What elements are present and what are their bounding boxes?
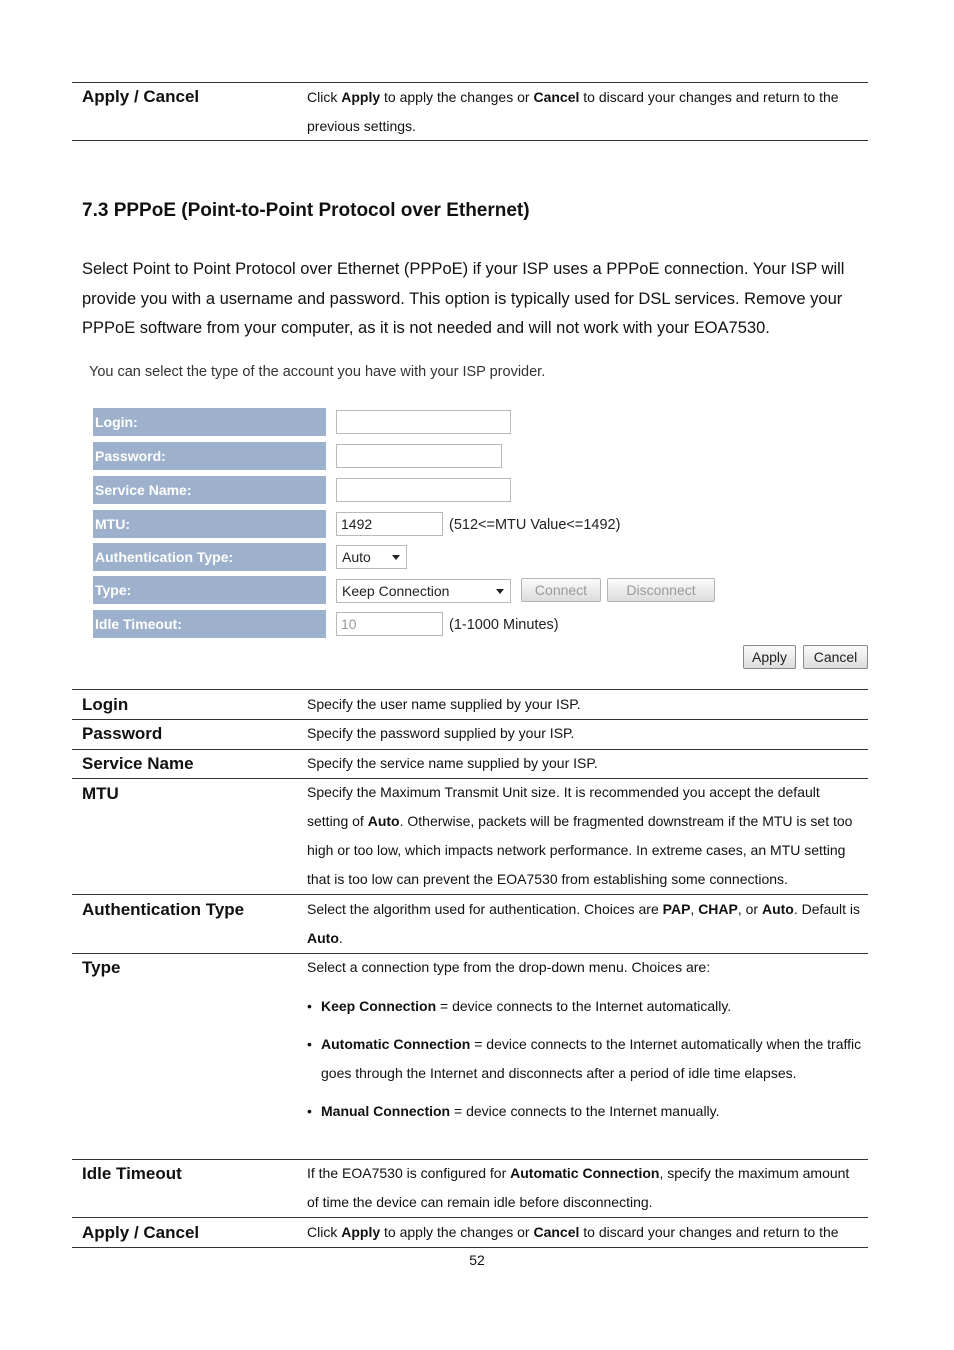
list-item: • Automatic Connection = device connects to the Internet automatically when the traffic goes through the Internet and disconnects after a period of idle time elapses. (307, 1030, 862, 1088)
screenshot-caption: You can select the type of the account you have with your ISP provider. (89, 364, 546, 380)
table-bottom-border (72, 1247, 868, 1248)
desc-authentication-type: Select the algorithm used for authentication. Choices are PAP, CHAP, or Auto. Default is Auto. (307, 901, 861, 946)
term-apply-cancel: Apply / Cancel (82, 1223, 200, 1242)
idle-timeout-hint: (1-1000 Minutes) (449, 617, 559, 633)
disconnect-button[interactable]: Disconnect (607, 578, 715, 602)
service-name-input[interactable] (336, 478, 511, 502)
page-number: 52 (469, 1252, 485, 1268)
term-apply-cancel-top: Apply / Cancel (82, 87, 200, 106)
chevron-down-icon (392, 555, 400, 560)
desc-password: Specify the password supplied by your ISP. (307, 725, 575, 741)
desc-type (307, 953, 862, 1126)
desc-login: Specify the user name supplied by your ISP. (307, 696, 581, 712)
login-label: Login: (93, 408, 326, 436)
desc-idle-timeout: If the EOA7530 is configured for Automatic Connection, specify the maximum amount of time the device can remain idle before disconnecting. (307, 1165, 850, 1210)
auth-type-value: Auto (342, 549, 371, 565)
term-login: Login (82, 695, 129, 714)
type-intro: Select a connection type from the drop-down menu. Choices are: (307, 959, 711, 975)
section-heading: 7.3 PPPoE (Point-to-Point Protocol over Ethernet) (82, 200, 530, 221)
idle-timeout-input[interactable]: 10 (336, 612, 443, 636)
service-name-label: Service Name: (93, 476, 326, 504)
term-mtu: MTU (82, 784, 119, 803)
mtu-input[interactable]: 1492 (336, 512, 443, 536)
password-input[interactable] (336, 444, 502, 468)
section-intro: Select Point to Point Protocol over Ethernet (PPPoE) if your ISP uses a PPPoE connection. Your ISP will provide you with a username and password. This option is typically used for DSL services. Remove your PPPoE software from your computer, as it is not needed and will not work with your EOA7530. (82, 260, 845, 337)
term-password: Password (82, 724, 163, 743)
auth-type-label: Authentication Type: (93, 543, 326, 571)
list-item: • Keep Connection = device connects to the Internet automatically. (307, 992, 862, 1021)
apply-button[interactable]: Apply (743, 645, 796, 669)
chevron-down-icon (496, 589, 504, 594)
term-authentication-type: Authentication Type (82, 900, 245, 919)
cancel-button[interactable]: Cancel (803, 645, 868, 669)
desc-apply-cancel: Click Apply to apply the changes or Cancel to discard your changes and return to the (307, 1224, 839, 1240)
term-type: Type (82, 958, 121, 977)
mtu-hint: (512<=MTU Value<=1492) (449, 517, 621, 533)
idle-timeout-label: Idle Timeout: (93, 610, 326, 638)
mtu-label: MTU: (93, 510, 326, 538)
type-label: Type: (93, 576, 326, 604)
list-item: • Manual Connection = device connects to the Internet manually. (307, 1097, 862, 1126)
desc-mtu: Specify the Maximum Transmit Unit size. It is recommended you accept the default setting of Auto. Otherwise, packets will be fragmented downstream if the MTU is set too high or too low, which impacts network performance. In extreme cases, an MTU setting that is too low can prevent the EOA7530 from establishing some connections. (307, 784, 853, 887)
type-select[interactable] (336, 579, 511, 603)
connect-button[interactable]: Connect (521, 578, 601, 602)
password-label: Password: (93, 442, 326, 470)
term-service-name: Service Name (82, 754, 194, 773)
type-value: Keep Connection (342, 583, 450, 599)
auth-type-select[interactable] (336, 545, 407, 569)
table-bottom-border (72, 140, 868, 141)
desc-apply-cancel-top: Click Apply to apply the changes or Cancel to discard your changes and return to the previous settings. (307, 89, 839, 134)
desc-service-name: Specify the service name supplied by your ISP. (307, 755, 598, 771)
term-idle-timeout: Idle Timeout (82, 1164, 182, 1183)
login-input[interactable] (336, 410, 511, 434)
